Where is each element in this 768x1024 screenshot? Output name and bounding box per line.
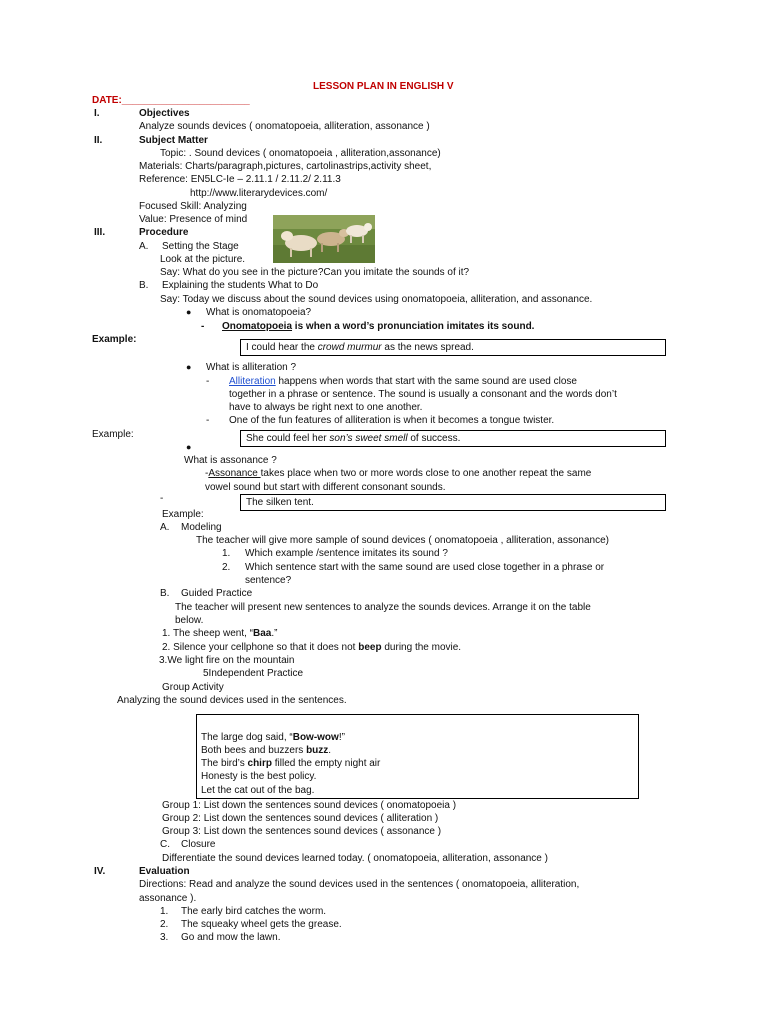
materials-line: Materials: Charts/paragraph,pictures, cartolinastrips,activity sheet, (139, 161, 432, 172)
skill-line: Focused Skill: Analyzing (139, 201, 247, 212)
modeling-question: Which sentence start with the same sound are used close together in a phrase or (245, 562, 605, 573)
bullet-icon: ● (186, 307, 192, 317)
text: She could feel her (246, 433, 330, 444)
section-title-subject: Subject Matter (139, 135, 208, 146)
emphasis: chirp (247, 758, 272, 769)
evaluation-item: The squeaky wheel gets the grease. (181, 919, 342, 930)
emphasis: Baa (252, 628, 272, 639)
evaluation-item: The early bird catches the worm. (181, 906, 327, 917)
list-label: B. (139, 280, 149, 291)
setting-stage-title: Setting the Stage (162, 241, 239, 252)
emphasis: Bow-wow (292, 732, 339, 743)
box-sentence (201, 731, 345, 744)
closure-title: Closure (181, 839, 216, 850)
modeling-question: Which example /sentence imitates its sound ? (245, 548, 448, 559)
section-number: IV. (94, 866, 106, 877)
definition-text: vowel sound but start with different consonant sounds. (205, 482, 446, 493)
dash-marker: - (206, 376, 210, 387)
definition-text: happens when words that start with the same sound are used close (275, 376, 577, 387)
text: 2. Silence your cellphone so that it does not (162, 642, 359, 653)
box-sentence (201, 757, 380, 770)
list-label: A. (139, 241, 149, 252)
guided-text: below. (175, 615, 204, 626)
guided-sentence (162, 641, 461, 654)
term: Assonance (208, 468, 261, 479)
definition-text: have to always be right next to one another. (229, 402, 423, 413)
goats-picture (273, 215, 375, 263)
alliteration-link[interactable]: Alliteration (229, 376, 276, 387)
onomatopoeia-definition (222, 320, 534, 333)
independent-practice-title: 5Independent Practice (203, 668, 304, 679)
assonance-definition (205, 467, 591, 480)
list-label: C. (160, 839, 170, 850)
example-label: Example: (92, 334, 137, 345)
list-number: 1. (222, 548, 231, 559)
term: Onomatopoeia (222, 321, 293, 332)
text: The bird’s (201, 758, 248, 769)
text: The large dog said, “ (201, 732, 293, 743)
closure-text: Differentiate the sound devices learned today. ( onomatopoeia, alliteration, assonance ) (162, 853, 548, 864)
definition-text: together in a phrase or sentence. The sound is usually a consonant and the words don’t (229, 389, 617, 400)
text: of success. (407, 433, 461, 444)
dash-marker: - (206, 415, 210, 426)
section-title-evaluation: Evaluation (139, 866, 190, 877)
example-sentence (246, 341, 474, 354)
modeling-question-cont: sentence? (245, 575, 292, 586)
list-number: 1. (160, 906, 169, 917)
modeling-title: Modeling (181, 522, 222, 533)
analyze-instruction: Analyzing the sound devices used in the sentences. (117, 695, 347, 706)
objectives-text: Analyze sounds devices ( onomatopoeia, alliteration, assonance ) (139, 121, 430, 132)
list-number: 2. (160, 919, 169, 930)
list-number: 2. (222, 562, 231, 573)
guided-sentence (162, 627, 277, 640)
text: .” (271, 628, 278, 639)
text: during the movie. (381, 642, 462, 653)
example-label: Example: (162, 509, 204, 520)
modeling-text: The teacher will give more sample of sound devices ( onomatopoeia , alliteration, assonance) (196, 535, 609, 546)
example-sentence: The silken tent. (246, 497, 314, 508)
text: !” (338, 732, 345, 743)
text: filled the empty night air (271, 758, 381, 769)
example-sentence (246, 432, 460, 445)
dash-marker: - (160, 493, 164, 504)
section-number: II. (94, 135, 103, 146)
question-alliteration: What is alliteration ? (206, 362, 297, 373)
section-number: I. (94, 108, 100, 119)
evaluation-item: Go and mow the lawn. (181, 932, 281, 943)
dash-marker: - (201, 321, 205, 332)
text: as the news spread. (381, 342, 474, 353)
text: I could hear the (246, 342, 318, 353)
say-line: Say: Today we discuss about the sound devices using onomatopoeia, alliteration, and assonance. (160, 294, 593, 305)
guided-sentence: 3.We light fire on the mountain (159, 655, 295, 666)
section-number: III. (94, 227, 106, 238)
date-field: DATE:_______________________ (92, 95, 250, 106)
list-label: B. (160, 588, 170, 599)
bullet-icon: ● (186, 442, 192, 452)
text: Both bees and buzzers (201, 745, 307, 756)
text: . (328, 745, 332, 756)
dash-marker: - (205, 468, 209, 479)
fun-feature-text: One of the fun features of alliteration is when it becomes a tongue twister. (229, 415, 555, 426)
reference-line: Reference: EN5LC-Ie – 2.11.1 / 2.11.2/ 2.11.3 (139, 174, 341, 185)
question-onomatopoeia: What is onomatopoeia? (206, 307, 312, 318)
group-instruction: Group 2: List down the sentences sound devices ( alliteration ) (162, 813, 439, 824)
directions-text: Directions: Read and analyze the sound devices used in the sentences ( onomatopoeia, alliteration, (139, 879, 580, 890)
alliteration-definition (229, 375, 577, 388)
value-line: Value: Presence of mind (139, 214, 248, 225)
emphasis: son’s sweet smell (329, 433, 408, 444)
group-activity-title: Group Activity (162, 682, 224, 693)
box-sentence (201, 744, 331, 757)
emphasis: crowd murmur (317, 342, 382, 353)
page-title: LESSON PLAN IN ENGLISH V (313, 81, 454, 92)
list-label: A. (160, 522, 170, 533)
look-line: Look at the picture. (160, 254, 246, 265)
list-number: 3. (160, 932, 169, 943)
guided-text: The teacher will present new sentences to analyze the sounds devices. Arrange it on the table (175, 602, 591, 613)
bullet-icon: ● (186, 362, 192, 372)
reference-url[interactable]: http://www.literarydevices.com/ (190, 188, 328, 199)
guided-practice-title: Guided Practice (181, 588, 253, 599)
explaining-title: Explaining the students What to Do (162, 280, 319, 291)
section-title-procedure: Procedure (139, 227, 189, 238)
emphasis: beep (358, 642, 382, 653)
section-title-objectives: Objectives (139, 108, 190, 119)
definition-text: is when a word’s pronunciation imitates its sound. (292, 321, 535, 332)
question-assonance: What is assonance ? (184, 455, 277, 466)
box-sentence: Let the cat out of the bag. (201, 785, 315, 796)
group-instruction: Group 3: List down the sentences sound devices ( assonance ) (162, 826, 442, 837)
topic-line: Topic: . Sound devices ( onomatopoeia , alliteration,assonance) (160, 148, 441, 159)
say-line: Say: What do you see in the picture?Can you imitate the sounds of it? (160, 267, 470, 278)
emphasis: buzz (306, 745, 329, 756)
definition-text: takes place when two or more words close to one another repeat the same (260, 468, 592, 479)
group-instruction: Group 1: List down the sentences sound devices ( onomatopoeia ) (162, 800, 457, 811)
directions-text: assonance ). (139, 893, 197, 904)
box-sentence: Honesty is the best policy. (201, 771, 317, 782)
example-label: Example: (92, 429, 134, 440)
text: 1. The sheep went, “ (162, 628, 253, 639)
